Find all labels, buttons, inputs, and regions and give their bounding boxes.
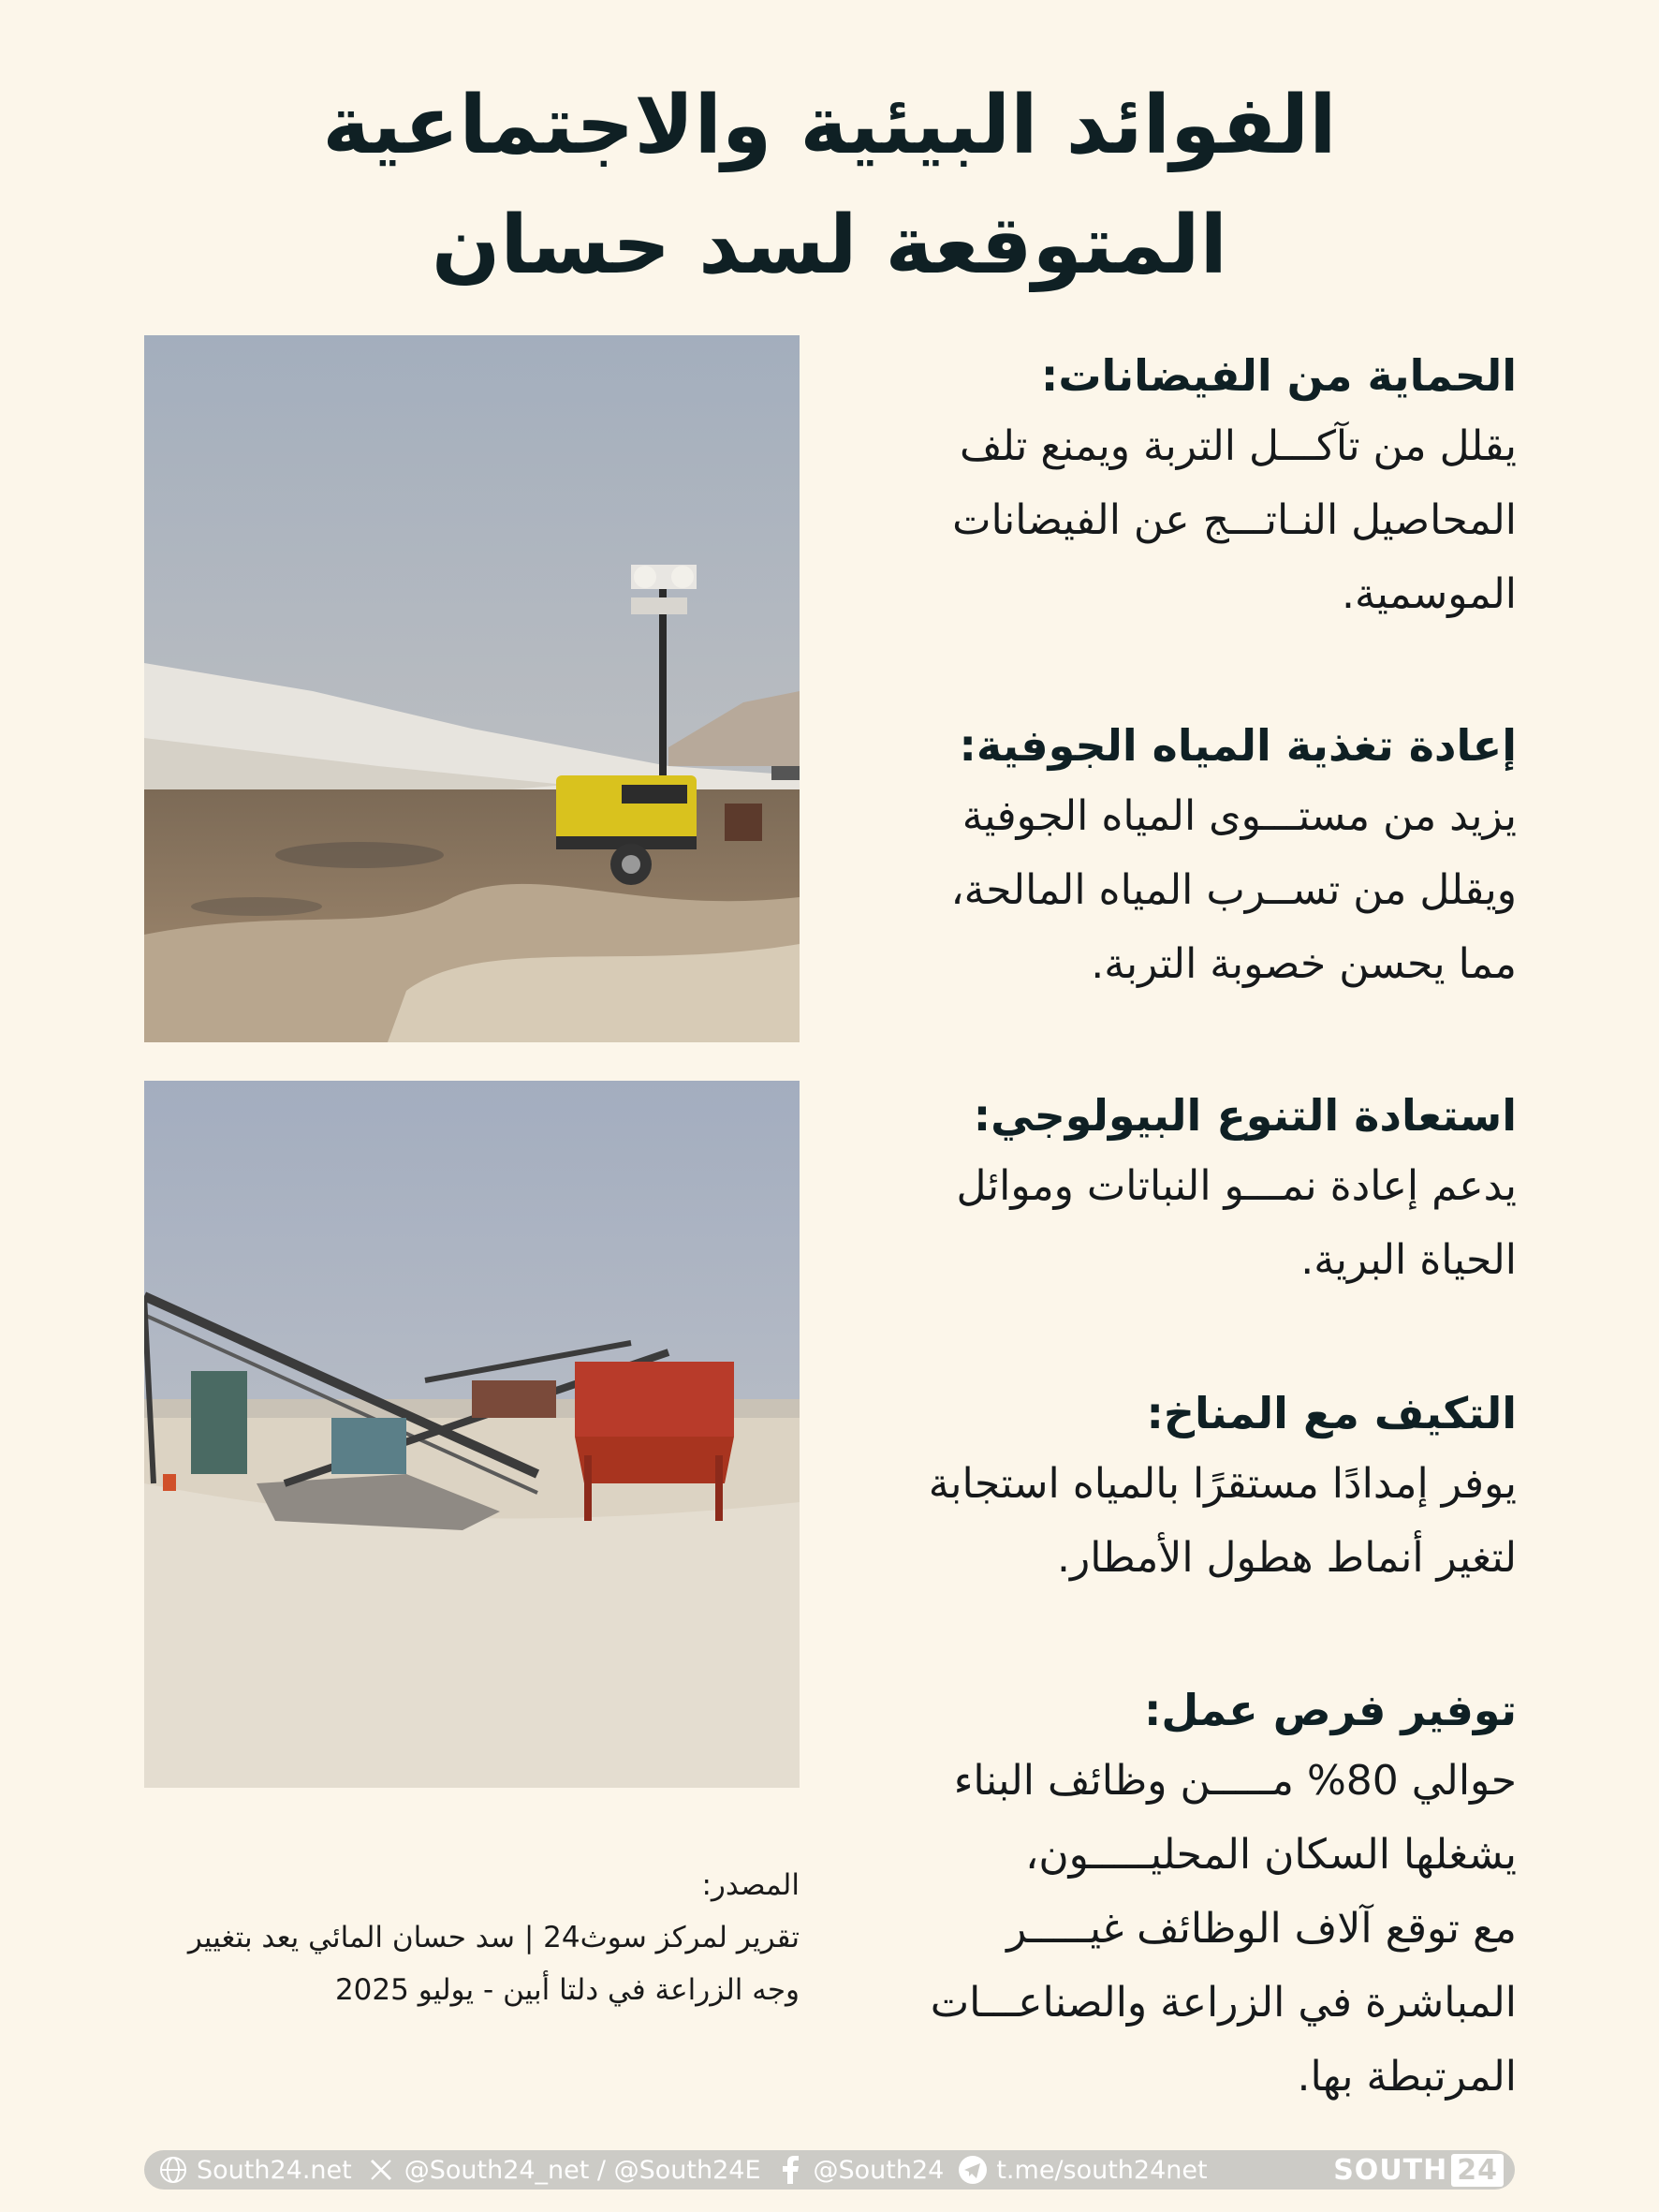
footer-facebook[interactable] [774,2154,945,2186]
benefit-heading: إعادة تغذية المياه الجوفية: [959,720,1517,771]
benefit-line: الحياة البرية. [1300,1236,1517,1284]
benefit-line: يزيد من مستـــوى المياه الجوفية [962,792,1517,840]
benefit-line: مما يحسن خصوبة التربة. [1091,940,1517,988]
facebook-icon [774,2154,806,2186]
brand-number: 24 [1451,2154,1504,2187]
benefit-heading: استعادة التنوع البيولوجي: [973,1090,1517,1141]
footer-telegram[interactable] [957,2154,1207,2186]
benefit-line: يدعم إعادة نمـــو النباتات وموائل [956,1162,1517,1210]
footer-bar [144,2150,1515,2190]
benefit-line: لتغير أنماط هطول الأمطار. [1056,1534,1517,1582]
benefit-jobs [852,1676,1517,2114]
benefit-line: المباشرة في الزراعة والصناعـــات [930,1979,1517,2027]
x-icon [365,2154,397,2186]
benefit-heading: الحماية من الفيضانات: [1040,350,1517,401]
dam-site-photo [144,335,800,1042]
source-citation [144,1859,800,2016]
benefit-line: مع توقع آلاف الوظائف غيـــــر [1006,1905,1517,1953]
benefit-groundwater [852,712,1517,1001]
benefit-flood-protection [852,342,1517,631]
benefit-line: يقلل من تآكـــل التربة ويمنع تلف [960,422,1517,470]
benefit-line: يشغلها السكان المحليـــــون، [1025,1831,1517,1879]
title-line-1: الفوائد البيئية والاجتماعية [322,79,1337,172]
benefit-line: المحاصيل النـاتـــج عن الفيضانات [952,496,1517,544]
benefit-line: ويقلل من تســرب المياه المالحة، [950,866,1517,914]
footer-twitter[interactable] [365,2154,761,2186]
footer-website[interactable] [157,2154,352,2186]
benefit-line: يوفر إمدادًا مستقرًا بالمياه استجابة [928,1460,1517,1508]
twitter-handles[interactable]: @South24_net / @South24E [404,2155,761,2185]
globe-icon [157,2154,189,2186]
south24-logo [1333,2154,1504,2187]
benefit-line: الموسمية. [1342,570,1517,618]
benefit-heading: توفير فرص عمل: [1144,1685,1517,1735]
brand-text: SOUTH [1333,2153,1448,2187]
website-link[interactable]: South24.net [197,2155,352,2185]
benefit-line: حوالي 80% مـــــن وظائف البناء [953,1757,1517,1805]
crusher-machinery-photo-drawing [144,1081,800,1788]
dam-site-photo-drawing [144,335,800,1042]
crusher-machinery-photo [144,1081,800,1788]
telegram-link[interactable]: t.me/south24net [996,2155,1208,2185]
source-label: المصدر: [701,1868,800,1902]
source-text: تقرير لمركز سوث24 | سد حسان المائي يعد بتغيير وجه الزراعة في دلتا أبين - يوليو 2025 [187,1921,800,2007]
benefit-climate-adaptation [852,1379,1517,1595]
title-line-2: المتوقعة لسد حسان [431,199,1227,292]
facebook-handle[interactable]: @South24 [813,2155,945,2185]
benefit-heading: التكيف مع المناخ: [1146,1388,1517,1438]
telegram-icon [957,2154,989,2186]
page-title [0,66,1659,305]
benefit-biodiversity [852,1082,1517,1297]
benefit-line: المرتبطة بها. [1297,2053,1517,2101]
